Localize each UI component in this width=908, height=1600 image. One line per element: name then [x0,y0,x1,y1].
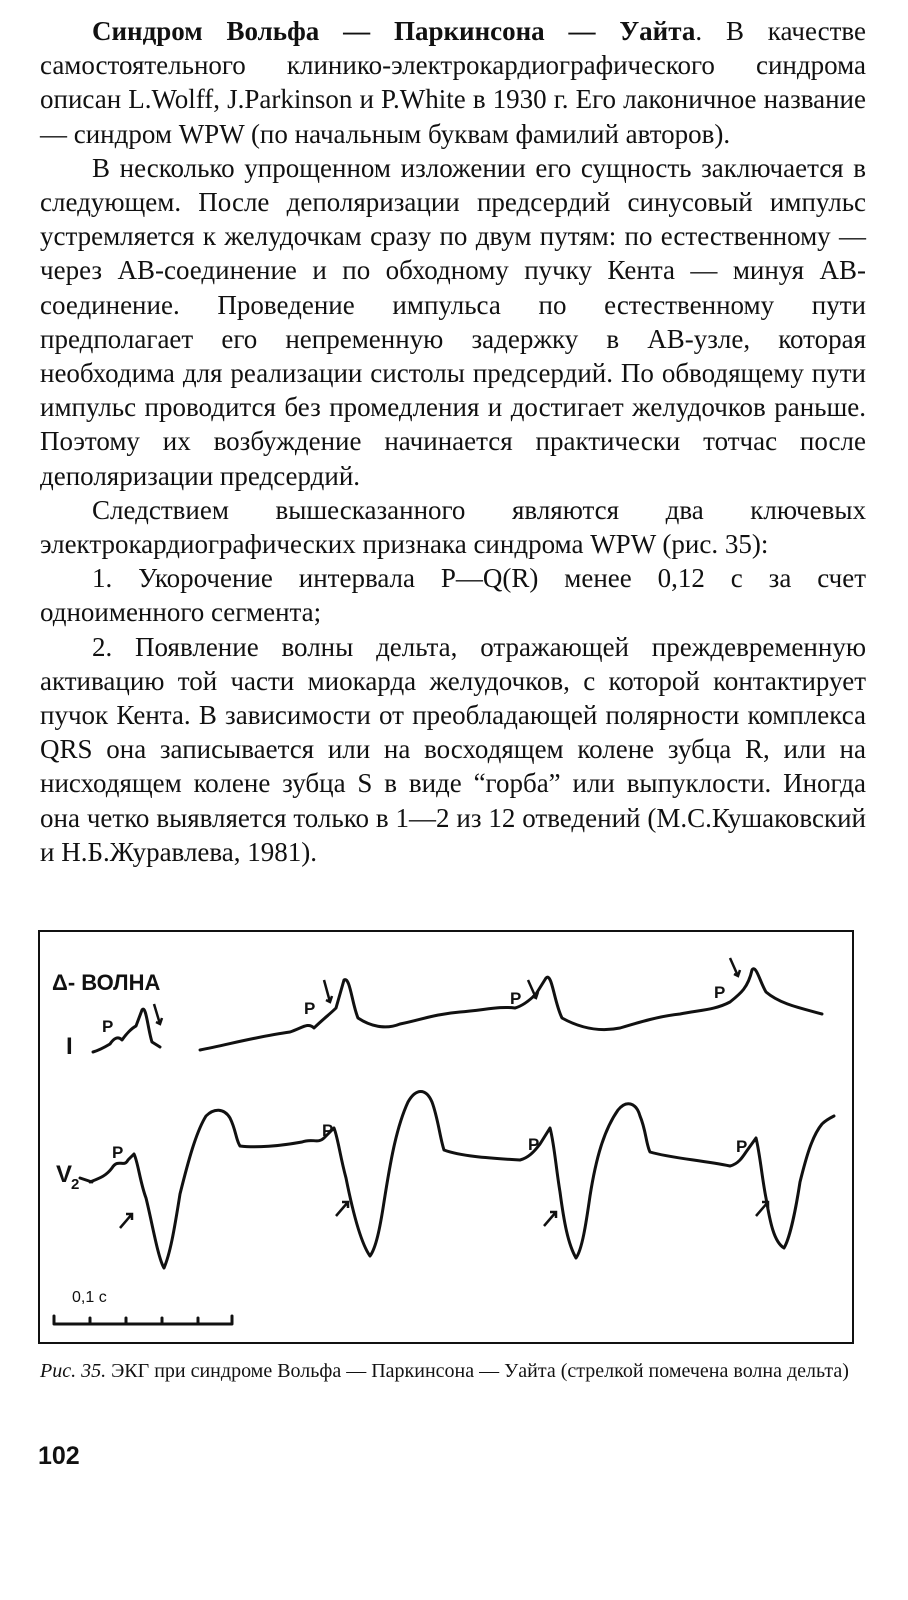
paragraph-1 [40,14,866,151]
paragraph-5: 2. Появление волны дельта, отражающей преждевременную активацию той части миокарда желудочков, с которой контактирует пучок Кента. В зависимости от преобладающей полярности комплекса QRS она записывается или на восходящем колене зубца R, или на нисходящем колене зубца S в виде “горба” или выпуклости. Иногда она четко выявляется только в 1—2 из 12 отведений (М.С.Кушаковский и Н.Б.Журавлева, 1981). [40,631,866,867]
paragraph-1-text: . В качестве самостоятельного клинико-электрокардиографического синдрома описан L.Wolff, J.Parkinson и P.White в 1930 г. Его лаконичное название — синдром WPW (по начальным буквам фамилий авторов). [40,16,866,149]
p-wave-label: P [322,1121,334,1140]
lead-i-label: I [66,1033,73,1060]
article-body [40,14,866,869]
scale-bar [54,1316,232,1324]
p-wave-label: P [304,999,316,1018]
lead-i-trace-2 [200,969,822,1050]
lead-v2-label: V [56,1161,73,1188]
lead-v2-trace [90,1092,834,1269]
delta-arrow-lead-i-2 [324,980,332,1002]
figure-caption [40,1358,866,1384]
delta-wave-label: Δ- ВОЛНА [52,970,161,995]
p-wave-label: P [112,1143,124,1162]
p-wave-label: P [102,1017,114,1036]
p-wave-label: P [510,989,522,1008]
delta-arrow-lead-i-4 [730,958,740,976]
delta-arrow-v2-3 [544,1212,556,1226]
figure-caption-label: Рис. 35. [40,1360,107,1382]
page-number: 102 [38,1442,80,1470]
lead-v2-subscript: 2 [71,1176,80,1193]
scale-label: 0,1 с [72,1289,107,1306]
delta-arrow-v2-1 [120,1214,132,1228]
delta-arrow-v2-4 [756,1202,768,1216]
ecg-drawing [40,932,852,1342]
paragraph-3: Следствием вышесказанного являются два ключевых электрокардиографических признака синдрома WPW (рис. 35): [40,494,866,560]
figure-caption-text: ЭКГ при синдроме Вольфа — Паркинсона — Уайта (стрелкой помечена волна дельта) [106,1360,849,1382]
paragraph-4: 1. Укорочение интервала P—Q(R) менее 0,12 с за счет одноименного сегмента; [40,563,866,628]
p-wave-label: P [528,1135,540,1154]
paragraph-2: В несколько упрощенном изложении его сущность заключается в следующем. После деполяризации предсердий синусовый импульс устремляется к желудочкам сразу по двум путям: по естественному — через АВ-соединение и по обходному пучку Кента — минуя АВ-соединение. Проведение импульса по естественному пути предполагает его непременную задержку в АВ-узле, которая необходима для реализации систолы предсердий. По обводящему пути импульс проводится без промедления и достигает желудочков раньше. Поэтому их возбуждение начинается практически тотчас после деполяризации предсердий. [40,152,866,491]
delta-arrow-lead-i-1 [154,1004,162,1024]
p-wave-label: P [736,1137,748,1156]
delta-arrow-lead-i-3 [528,980,538,998]
syndrome-title: Синдром Вольфа — Паркинсона — Уайта [92,16,696,46]
ecg-figure [38,930,854,1344]
delta-arrows [120,958,768,1228]
lead-v2-lead-in [80,1178,92,1182]
p-wave-label: P [714,983,726,1002]
delta-arrow-v2-2 [336,1202,348,1216]
